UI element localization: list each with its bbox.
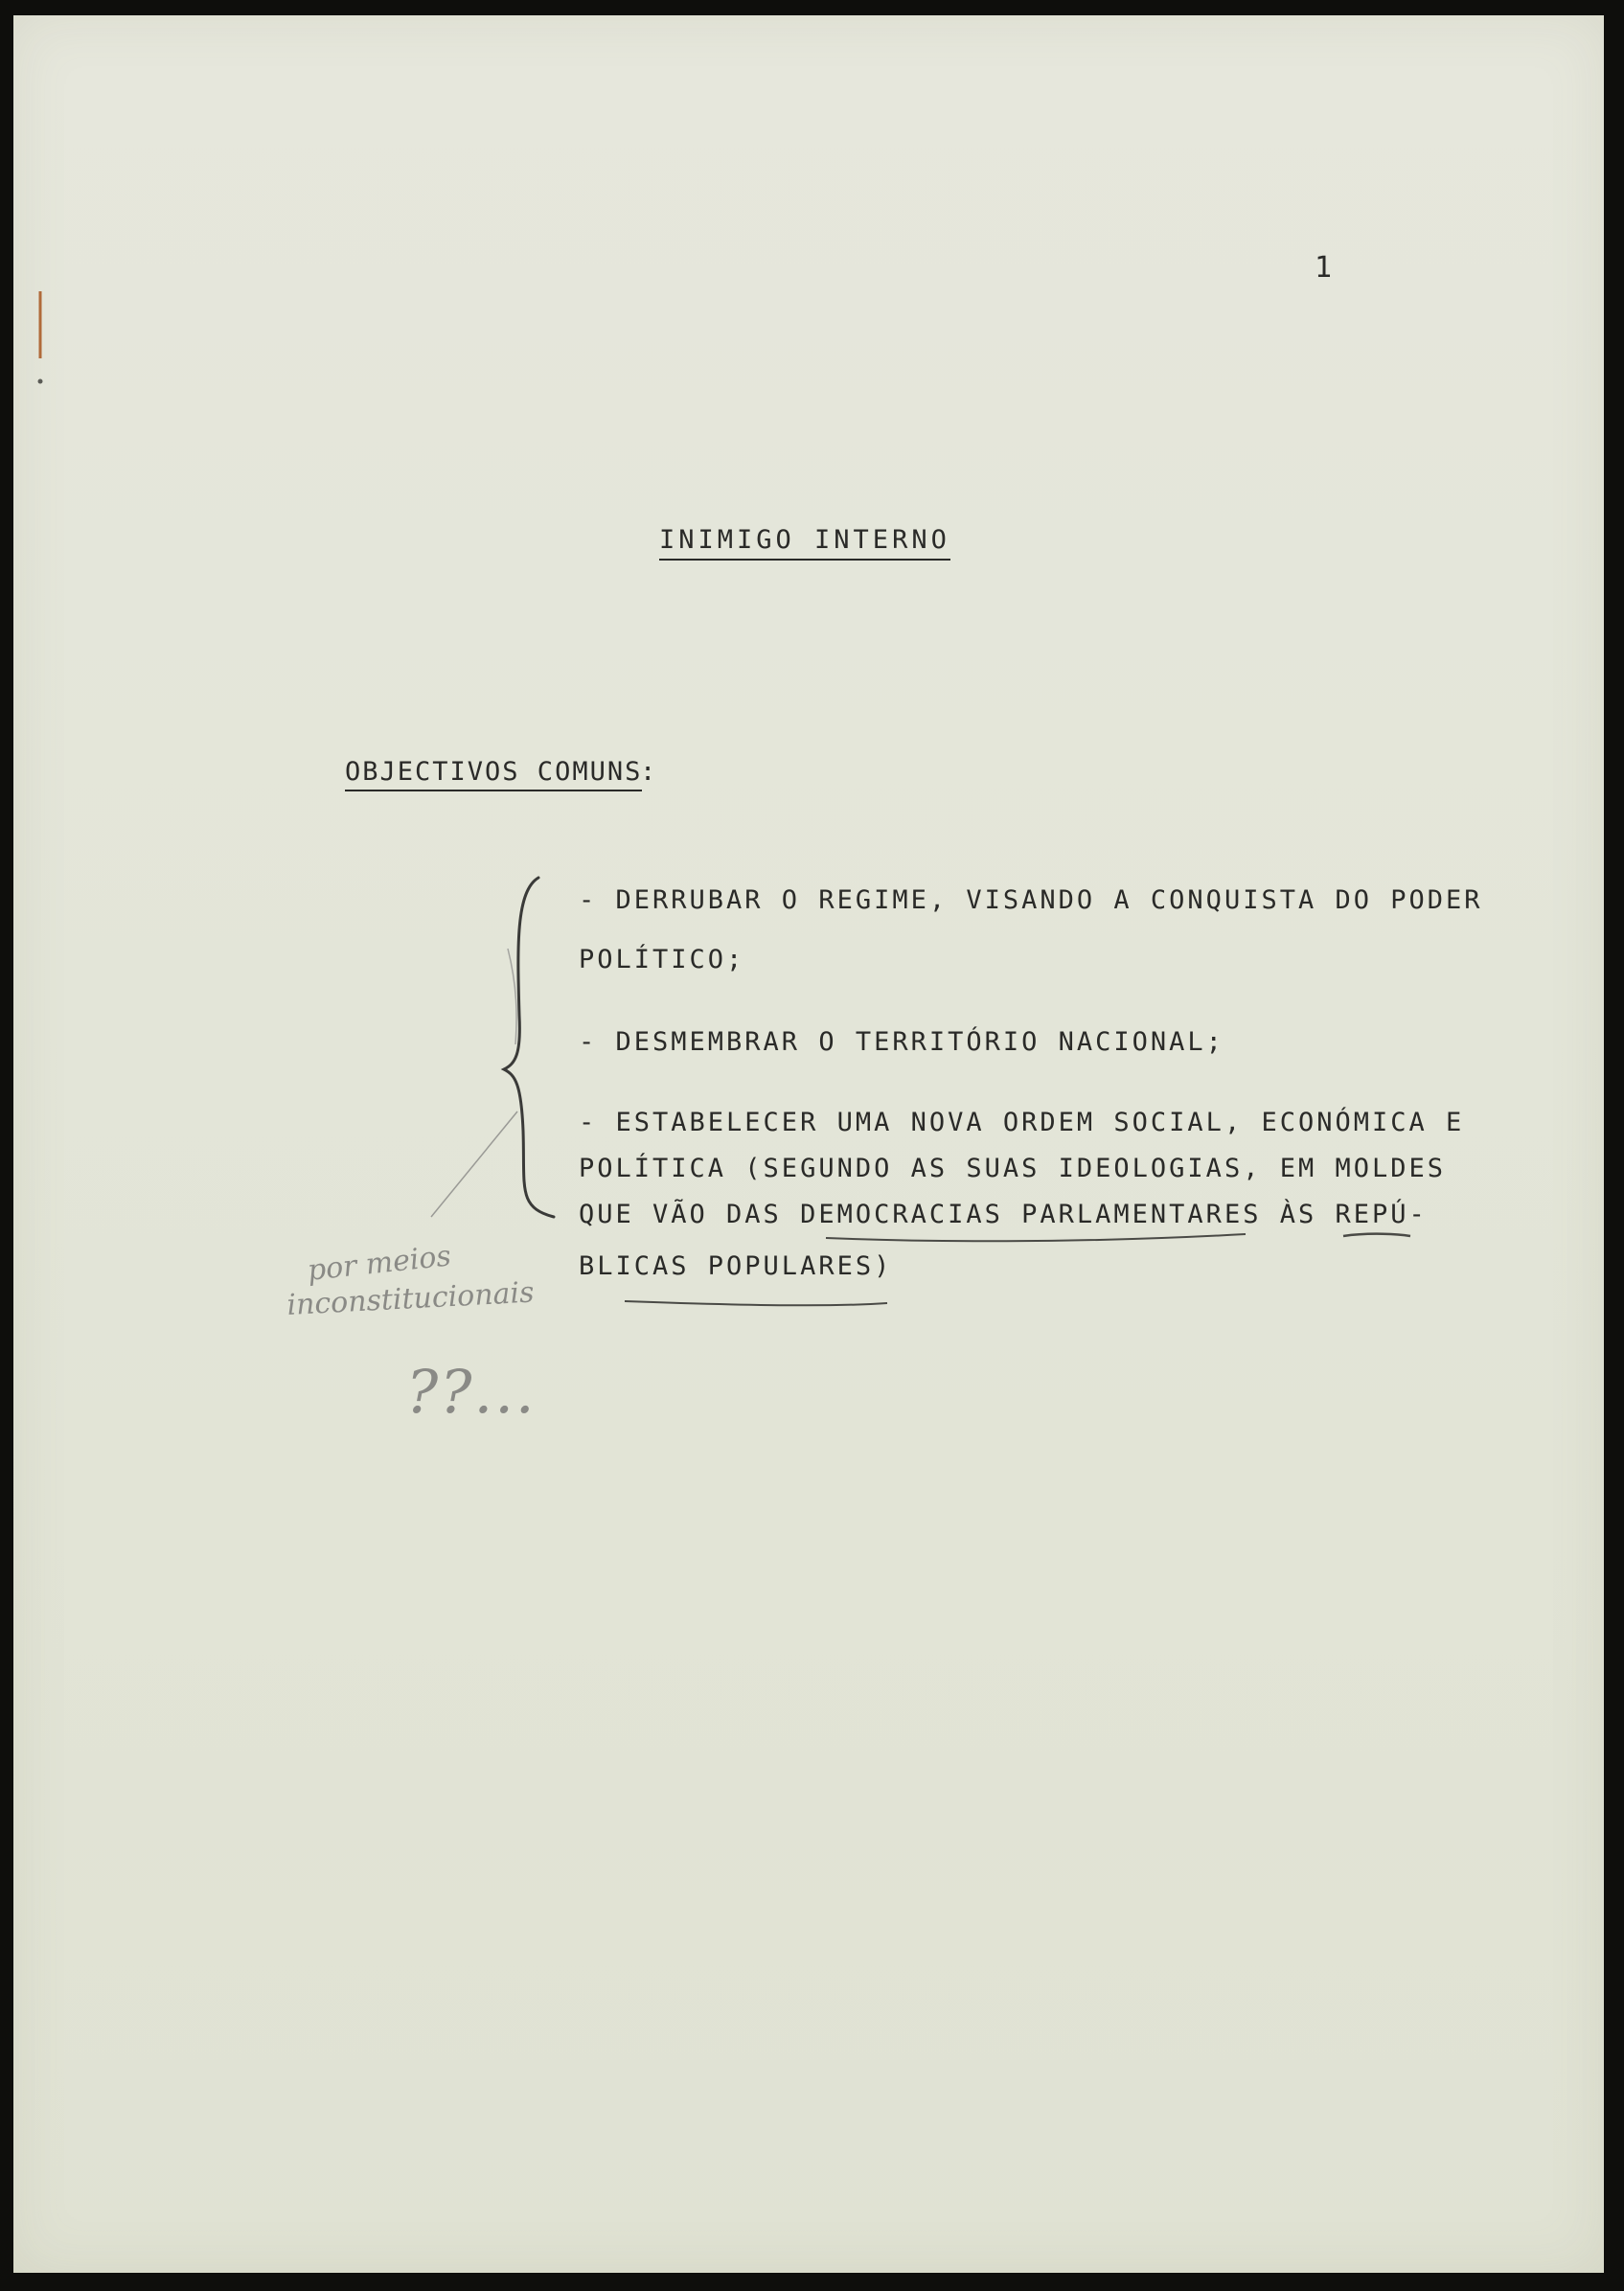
list-item-line: POLÍTICA (SEGUNDO AS SUAS IDEOLOGIAS, EM MOLDES [579, 1154, 1447, 1183]
page-number: 1 [1315, 251, 1336, 285]
list-item-line: BLICAS POPULARES) [579, 1251, 893, 1281]
margin-note-line3: ??... [406, 1357, 537, 1427]
list-item-line: - DERRUBAR O REGIME, VISANDO A CONQUISTA DO PODER [579, 885, 1483, 915]
document-title: INIMIGO INTERNO [659, 525, 950, 561]
margin-note-line2: inconstitucionais [286, 1275, 536, 1322]
underline-democracias [826, 1234, 1246, 1241]
pencil-pointer-line [431, 1111, 517, 1217]
pencil-guide-stroke [508, 949, 516, 1044]
section-heading-colon: : [640, 757, 659, 787]
underline-repu [1343, 1234, 1410, 1236]
underline-blicas [625, 1301, 887, 1305]
curly-brace-mark [504, 878, 554, 1217]
binding-dot [38, 379, 43, 384]
list-item-line: - DESMEMBRAR O TERRITÓRIO NACIONAL; [579, 1027, 1224, 1057]
margin-note-line1: por meios [306, 1239, 453, 1288]
list-item-line: - ESTABELECER UMA NOVA ORDEM SOCIAL, ECONÓMICA E [579, 1108, 1465, 1137]
list-item-line: QUE VÃO DAS DEMOCRACIAS PARLAMENTARES ÀS REPÚ- [579, 1200, 1428, 1229]
section-heading: OBJECTIVOS COMUNS [345, 757, 642, 791]
list-item-line: POLÍTICO; [579, 945, 745, 974]
